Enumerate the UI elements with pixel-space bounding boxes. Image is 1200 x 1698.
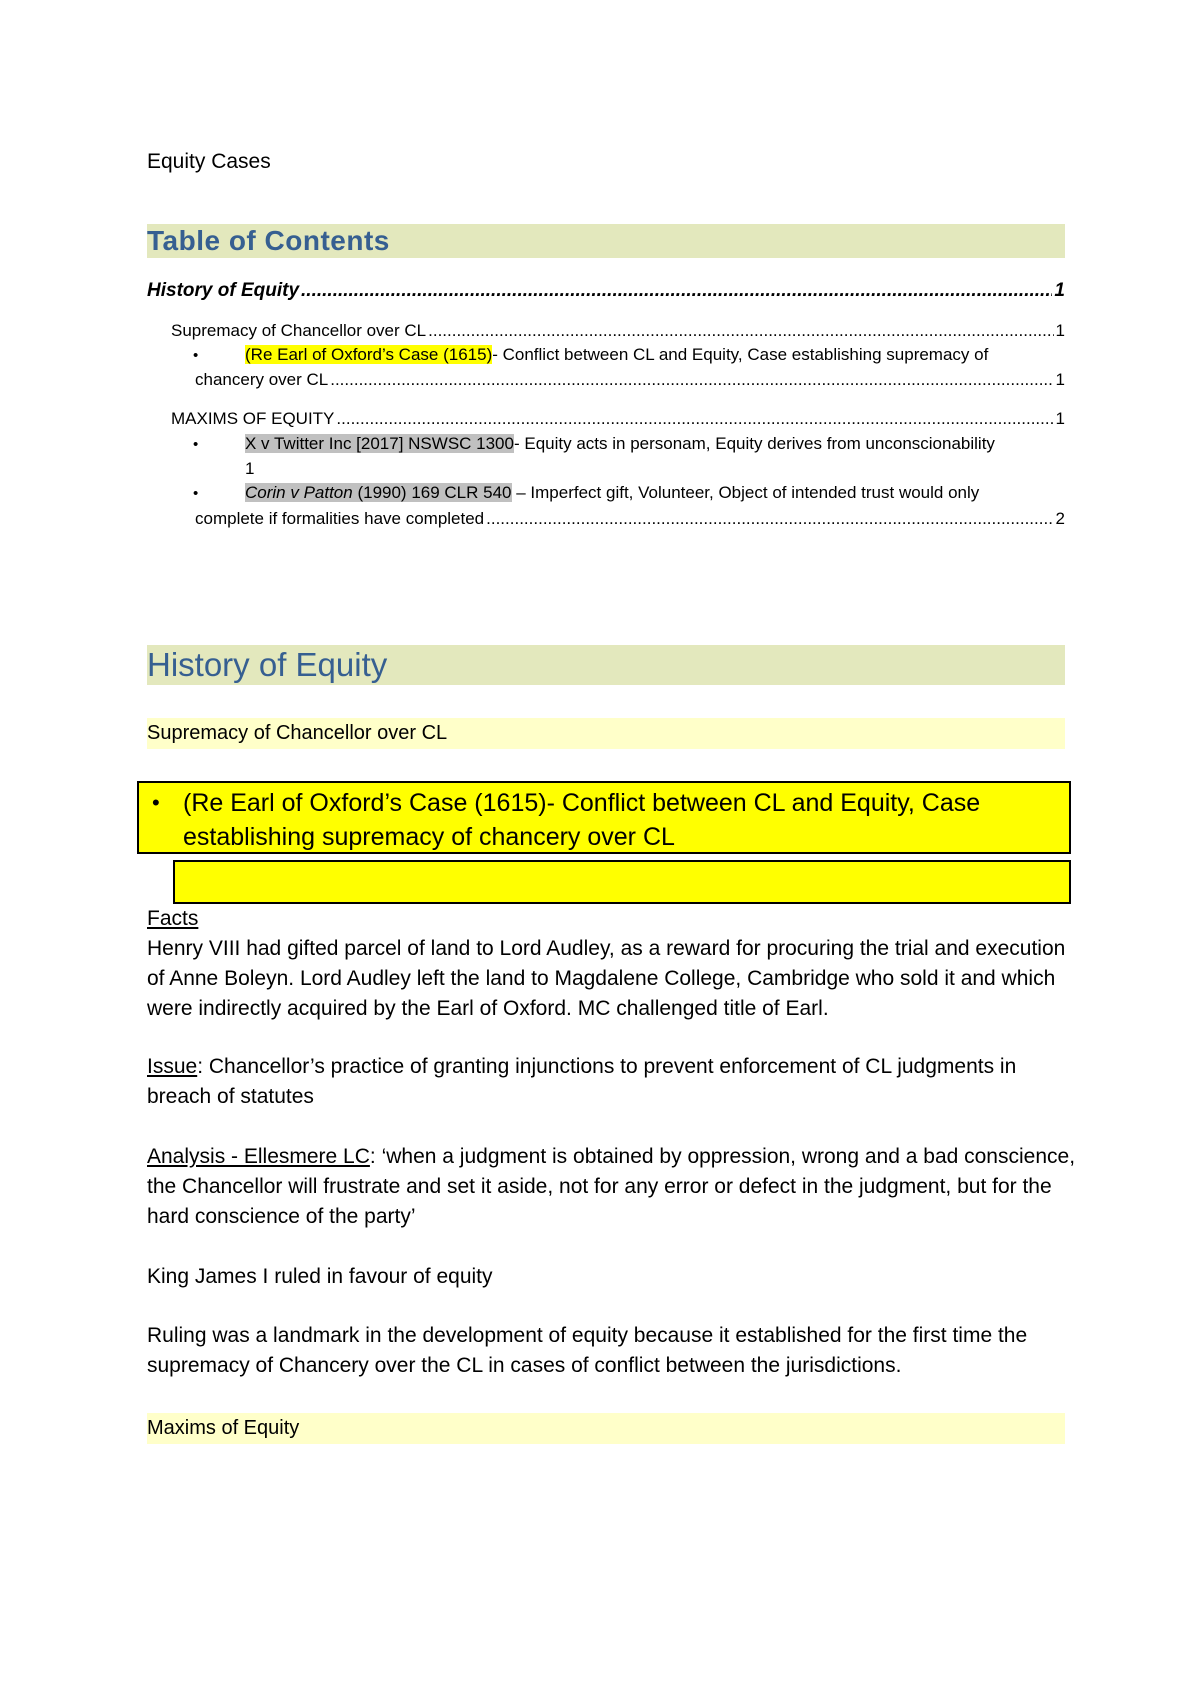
toc-page-number: 1: [1055, 321, 1065, 340]
subheading-supremacy: Supremacy of Chancellor over CL: [147, 718, 1065, 749]
issue-paragraph: [147, 1052, 1077, 1112]
toc-entry-highlight: (1990) 169 CLR 540: [352, 483, 512, 502]
toc-page-number: 1: [1054, 280, 1065, 301]
toc-entry-label: complete if formalities have completed: [195, 509, 485, 528]
toc-page-number: 2: [1055, 509, 1065, 528]
toc-entry-label: MAXIMS OF EQUITY: [171, 409, 335, 428]
analysis-text: : ‘when a judgment is obtained by oppression, wrong and a bad conscience, the Chancellor will frustrate and set it aside, not for any error or defect in the judgment, but for the hard conscience of the party’: [147, 1145, 1076, 1228]
facts-text: Henry VIII had gifted parcel of land to Lord Audley, as a reward for procuring the trial and execution of Anne Boleyn. Lord Audley left the land to Magdalene College, Cambridge who sold it and which were indirectly acquired by the Earl of Oxford. MC challenged title of Earl.: [147, 937, 1066, 1020]
toc-entry-highlight-italic: Corin v Patton: [245, 483, 353, 502]
toc-entry-label: – Imperfect gift, Volunteer, Object of intended trust would only: [511, 483, 980, 502]
toc-entry-supremacy[interactable]: [171, 321, 1065, 341]
case-empty-box: [173, 860, 1071, 904]
facts-label: Facts: [147, 907, 199, 930]
ruling-paragraph: Ruling was a landmark in the development of equity because it established for the first time the supremacy of Chancery over the CL in cases of conflict between the jurisdictions.: [147, 1324, 1028, 1377]
toc-entry-highlight: X v Twitter Inc [2017] NSWSC 1300: [245, 434, 514, 453]
toc-leader-dots: [486, 509, 1053, 529]
bullet-icon: •: [193, 485, 199, 502]
toc-entry-label: chancery over CL: [195, 370, 329, 389]
toc-leader-dots: [330, 370, 1053, 390]
toc-entry-corin-v-patton[interactable]: [245, 483, 979, 503]
toc-entry-maxims[interactable]: [171, 409, 1065, 429]
toc-leader-dots: [428, 321, 1053, 341]
toc-entry-highlight: (Re Earl of Oxford’s Case (1615): [245, 345, 493, 364]
toc-page-number: 1: [1055, 409, 1065, 428]
toc-entry-corin-v-patton-cont[interactable]: [195, 509, 1065, 529]
toc-entry-earl-of-oxford[interactable]: [245, 345, 988, 365]
heading-history-of-equity: History of Equity: [147, 645, 1065, 685]
toc-page-number: 1: [1055, 370, 1065, 389]
issue-label: Issue: [147, 1055, 198, 1078]
toc-entry-label: - Conflict between CL and Equity, Case establishing supremacy of: [492, 345, 989, 364]
toc-page-number: 1: [245, 459, 255, 478]
document-title: Equity Cases: [147, 150, 271, 173]
king-paragraph: King James I ruled in favour of equity: [147, 1265, 493, 1288]
analysis-label: Analysis - Ellesmere LC: [147, 1145, 370, 1168]
bullet-icon: •: [193, 436, 199, 453]
toc-entry-history-of-equity[interactable]: [147, 280, 1065, 302]
case-title: (Re Earl of Oxford’s Case (1615)- Conflict between CL and Equity, Case establishing supremacy of chancery over CL: [183, 789, 981, 851]
bullet-icon: •: [193, 347, 199, 364]
toc-entry-earl-of-oxford-cont[interactable]: [195, 370, 1065, 390]
toc-entry-x-v-twitter[interactable]: [245, 434, 995, 454]
toc-entry-label: History of Equity: [147, 280, 300, 301]
toc-leader-dots: [336, 409, 1053, 429]
toc-entry-label: Supremacy of Chancellor over CL: [171, 321, 427, 340]
bullet-icon: •: [152, 790, 160, 815]
subheading-maxims: Maxims of Equity: [147, 1413, 1065, 1444]
toc-entry-label: - Equity acts in personam, Equity derives from unconscionability: [513, 434, 995, 453]
toc-leader-dots: [301, 280, 1052, 302]
analysis-paragraph: [147, 1142, 1077, 1232]
issue-text: : Chancellor’s practice of granting injunctions to prevent enforcement of CL judgments in breach of statutes: [147, 1055, 1017, 1108]
toc-heading: Table of Contents: [147, 224, 1065, 258]
